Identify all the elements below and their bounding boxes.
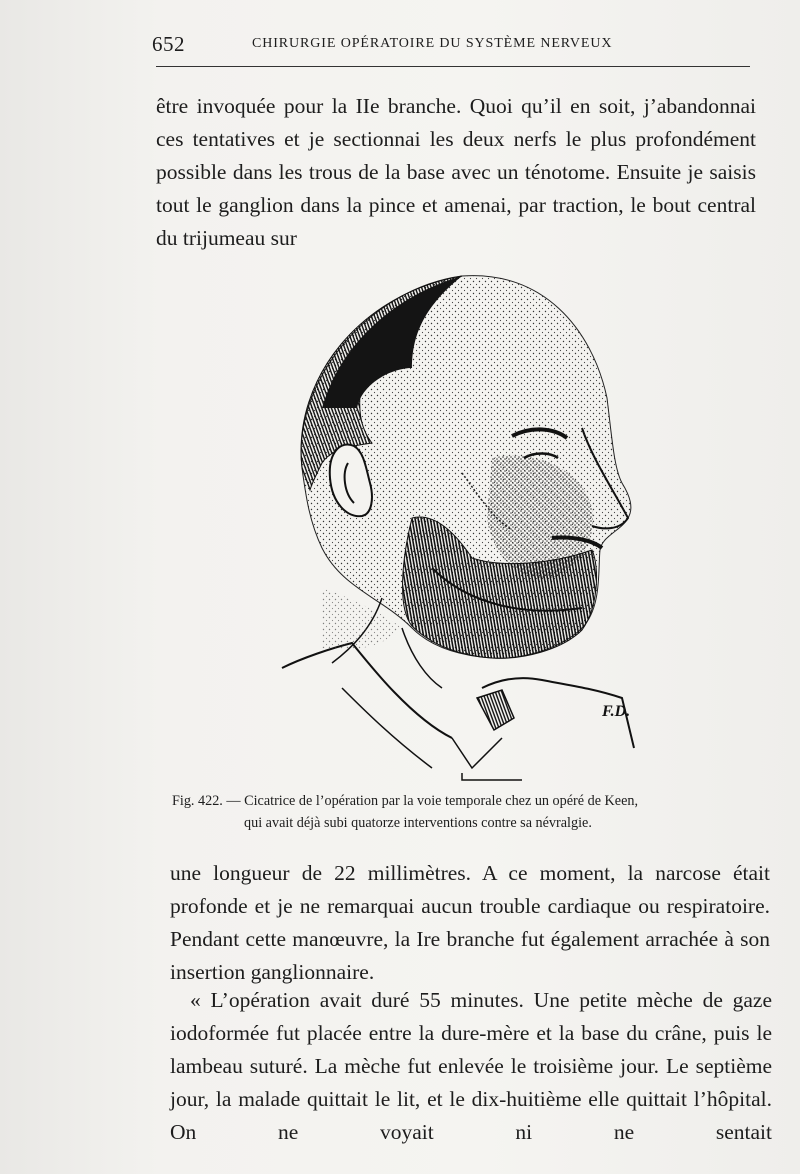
figure-caption — [172, 790, 768, 834]
running-title: CHIRURGIE OPÉRATOIRE DU SYSTÈME NERVEUX — [252, 36, 613, 51]
paragraph-top: être invoquée pour la IIe branche. Quoi qu’il en soit, j’abandonnai ces tentatives et je sectionnai les deux nerfs le plus profondément possible dans les trous de la base avec un ténotome. Ensuite je saisis tout le ganglion dans la pince et amenai, par traction, le bout central du trijumeau sur — [156, 94, 756, 250]
page-header — [150, 30, 750, 58]
page-number: 652 — [152, 32, 185, 56]
paragraph-middle: une longueur de 22 millimètres. A ce moment, la narcose était profonde et je ne remarquai aucun trouble cardiaque ou respiratoire. Pendant cette manœuvre, la Ire branche fut également arrachée à son insertion ganglionnaire. — [170, 861, 770, 984]
portrait-illustration — [262, 268, 662, 788]
paragraph-bottom: « L’opération avait duré 55 minutes. Une petite mèche de gaze iodoformée fut placée entre la dure-mère et la base du crâne, puis le lambeau suturé. La mèche fut enlevée le troisième jour. Le septième jour, la malade quittait le lit, et le dix-huitième elle quittait l’hôpital. On ne voyait ni ne sentait — [170, 988, 772, 1144]
figure-engraving — [262, 268, 662, 788]
engraver-signature: F.D. — [602, 703, 631, 720]
header-rule — [156, 66, 750, 67]
caption-line-1: Fig. 422. — Cicatrice de l’opération par la voie temporale chez un opéré de Keen, — [172, 793, 639, 809]
caption-line-2: qui avait déjà subi quatorze interventions contre sa névralgie. — [244, 815, 592, 831]
